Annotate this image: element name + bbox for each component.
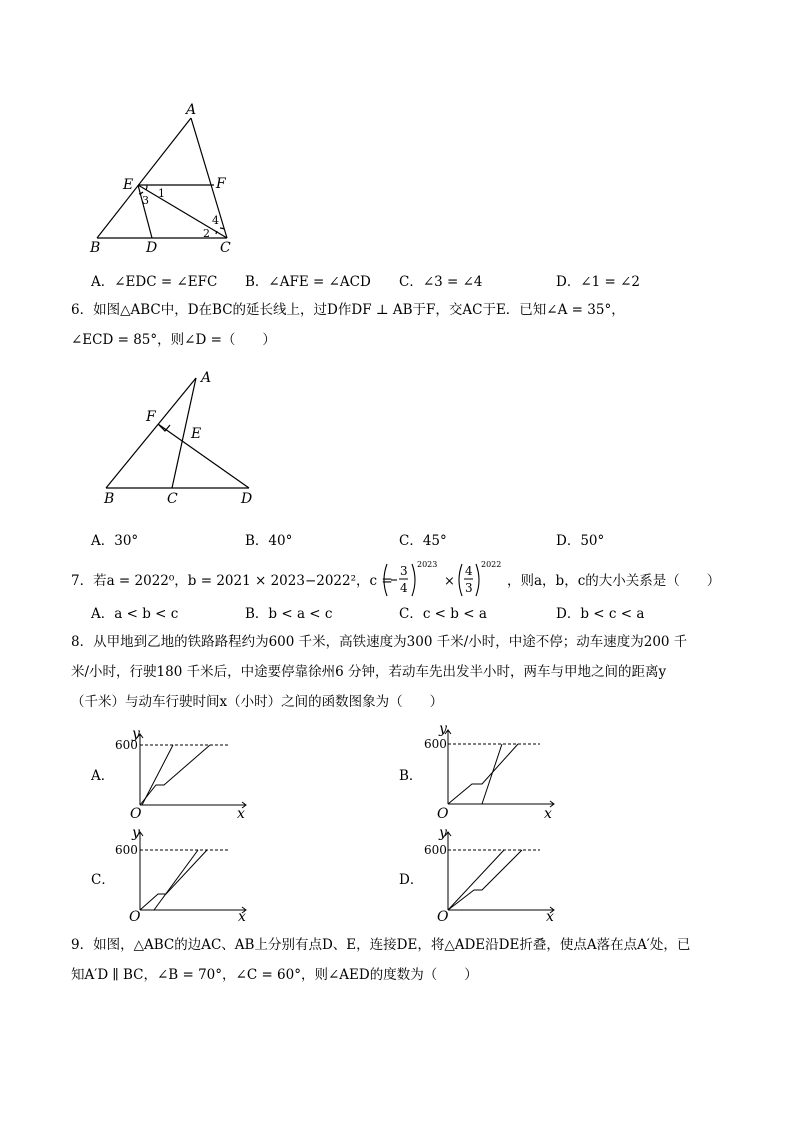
q5-option-c[interactable]: C．∠3 = ∠4 [399, 274, 483, 290]
q5-option-a[interactable]: A．∠EDC = ∠EFC [91, 274, 218, 290]
q7-stem-suffix: ，则a，b，c的大小关系是（ ） [507, 573, 721, 589]
q6-option-d[interactable]: D．50° [556, 533, 605, 549]
q7-frac2-den: 3 [465, 581, 473, 595]
q8-graph-c-x-label: x [238, 909, 246, 922]
q5-triangle-figure [85, 95, 255, 260]
q8-graph-c-origin: O [129, 909, 141, 922]
q8-option-a[interactable]: A． [91, 768, 115, 784]
q6-label-f: F [146, 409, 156, 425]
q7-exp2: 2022 [481, 560, 502, 569]
q6-label-d: D [241, 491, 253, 507]
q5-label-3: 3 [142, 194, 149, 207]
q5-option-b[interactable]: B．∠AFE = ∠ACD [245, 274, 371, 290]
q8-graph-b-y-label: y [439, 722, 447, 737]
q8-graph-b [422, 722, 562, 820]
q7-option-b[interactable]: B．b < a < c [245, 606, 333, 622]
q5-label-f: F [216, 176, 226, 192]
q8-graph-b-600: 600 [424, 737, 447, 751]
q5-label-b: B [90, 240, 101, 256]
q8-graph-c-y-label: y [132, 826, 140, 841]
q6-stem-line2: ∠ECD = 85°，则∠D =（ ） [71, 332, 276, 348]
q8-graph-a [112, 728, 252, 820]
q7-option-a[interactable]: A．a < b < c [91, 606, 179, 622]
q6-stem-line1: 6．如图△ABC中，D在BC的延长线上，过D作DF ⊥ AB于F，交AC于E．已知∠A = 35°， [71, 302, 625, 318]
q7-frac1-den: 4 [400, 581, 408, 595]
q8-graph-b-origin: O [437, 806, 449, 820]
q8-graph-c [112, 826, 252, 922]
q6-triangle-figure [98, 368, 263, 508]
q9-stem-line2: 知A′D ∥ BC，∠B = 70°，∠C = 60°，则∠AED的度数为（ ） [71, 967, 478, 983]
q8-option-b[interactable]: B． [399, 768, 423, 784]
q7-times: × [444, 574, 455, 589]
q8-option-c[interactable]: C． [91, 872, 115, 888]
q8-stem-line2: 米/小时，行驶180 千米后，中途要停靠徐州6 分钟，若动车先出发半小时，两车与甲地之间的距离y [71, 664, 667, 680]
q8-graph-d-600: 600 [424, 843, 447, 857]
q6-option-a[interactable]: A．30° [91, 533, 139, 549]
q5-label-a: A [186, 102, 197, 118]
q6-label-c: C [167, 491, 178, 507]
q8-graph-b-x-label: x [544, 806, 552, 820]
q5-label-c: C [220, 240, 231, 256]
q8-graph-a-x-label: x [237, 806, 245, 820]
q5-label-1: 1 [158, 187, 165, 200]
q7-option-c[interactable]: C．c < b < a [399, 606, 487, 622]
q9-stem-line1: 9．如图，△ABC的边AC、AB上分别有点D、E，连接DE，将△ADE沿DE折叠，使点A落在点A′处，已 [71, 937, 691, 953]
q8-graph-d-origin: O [437, 909, 449, 922]
q8-stem-line1: 8．从甲地到乙地的铁路路程约为600 千米，高铁速度为300 千米/小时，中途不停；动车速度为200 千 [71, 634, 688, 650]
q5-label-d: D [146, 240, 158, 256]
q7-frac2-num: 4 [465, 564, 473, 578]
q8-graph-a-600: 600 [115, 738, 138, 752]
q5-label-e: E [123, 177, 134, 193]
q6-label-e: E [191, 426, 202, 442]
q6-label-a: A [201, 370, 212, 386]
q6-option-b[interactable]: B．40° [245, 533, 293, 549]
q8-graph-c-600: 600 [115, 843, 138, 857]
q5-option-d[interactable]: D．∠1 = ∠2 [556, 274, 641, 290]
q5-label-4: 4 [212, 214, 219, 227]
q5-label-2: 2 [203, 227, 210, 240]
q8-graph-d-x-label: x [546, 909, 554, 922]
q6-option-c[interactable]: C．45° [399, 533, 447, 549]
q7-frac1-num: 3 [400, 564, 408, 578]
q7-stem [71, 558, 731, 602]
q8-graph-d-y-label: y [439, 826, 447, 841]
q8-graph-a-origin: O [130, 806, 142, 820]
q7-exp1: 2023 [417, 560, 438, 569]
q7-stem-prefix: 7．若a = 2022⁰，b = 2021 × 2023−2022²，c = [71, 573, 393, 589]
q8-stem-line3: （千米）与动车行驶时间x（小时）之间的函数图象为（ ） [71, 694, 444, 710]
q7-option-d[interactable]: D．b < c < a [556, 606, 645, 622]
q8-option-d[interactable]: D． [399, 872, 424, 888]
q8-graph-d [422, 826, 562, 922]
q8-graph-a-y-label: y [132, 728, 140, 742]
q6-label-b: B [104, 491, 115, 507]
